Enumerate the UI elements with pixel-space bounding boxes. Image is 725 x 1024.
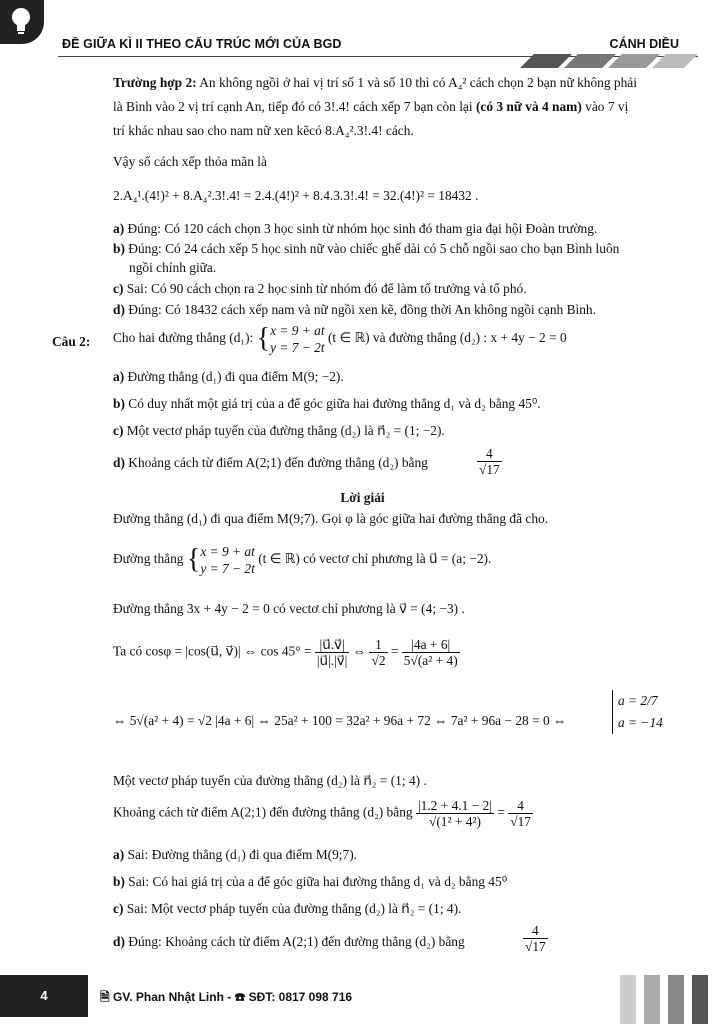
q1-answer-label: d) [113, 302, 125, 317]
q1-answer-item [113, 301, 596, 319]
sol-answer-label: c) [113, 901, 124, 916]
question-2-label: Câu 2: [52, 334, 91, 349]
sol-answer-text: Đúng: Khoảng cách từ điểm A(2;1) đến đường thẳng (d₂) bằng [128, 934, 465, 949]
solution-d-fraction: $\frac{4}{√17}$ [525, 923, 546, 954]
solution-line4: Ta có cosφ = |cos(u⃗, v⃗)| ⇔ cos 45° = $\frac{|u⃗.v⃗|}{|u⃗|.|v⃗|}$ ⇔ $\frac{1}{√2}$ = $\frac{|4a + 6|}{\text{5√(a² + 4)}}$ [113, 637, 458, 668]
case2-line2: là Bình vào 2 vị trí cạnh An, tiếp đó có 3!.4! cách xếp 7 bạn còn lại (có 3 nữ và 4 nam) vào 7 vị [113, 99, 629, 114]
sol-answer-text: Sai: Đường thẳng (d₁) đi qua điểm M(9;7). [127, 847, 358, 862]
sol-answer-text: Sai: Một vectơ pháp tuyến của đường thẳng (d₂) là n⃗₂ = (1; 4). [126, 901, 462, 916]
case2-line3: trí khác nhau sao cho nam nữ xen kẽcó 8.A₄².3!.4! cách. [113, 123, 414, 138]
q2-option-label: b) [113, 396, 125, 411]
sol-answer-item [113, 933, 465, 951]
q2-option-item [113, 395, 541, 413]
page-number: 4 [0, 975, 88, 1017]
header-title: ĐỀ GIỮA KÌ II THEO CẤU TRÚC MỚI CỦA BGD [62, 37, 342, 51]
solution-line6: Một vectơ pháp tuyến của đường thẳng (d₂) là n⃗₂ = (1; 4) . [113, 773, 427, 788]
solution-roots: a = 2/7 a = −14 [612, 690, 678, 734]
q2-option-text: Khoảng cách từ điểm A(2;1) đến đường thẳng (d₂) bằng [128, 455, 428, 470]
header-subject: CÁNH DIỀU [609, 37, 679, 51]
header-stripes [520, 54, 710, 68]
q1-answer-text: Đúng: Có 24 cách xếp 5 học sinh nữ vào chiếc ghế dài có 5 chỗ ngồi sao cho bạn Bình luôn [128, 241, 620, 256]
sol-answer-text: Sai: Có hai giá trị của a để góc giữa hai đường thẳng d₁ và d₂ bằng 45⁰ [128, 874, 508, 889]
q2-option-label: d) [113, 455, 125, 470]
sol-answer-item [113, 846, 357, 864]
q1-answer-label: c) [113, 281, 124, 296]
q1-answer-item [113, 280, 527, 298]
document-icon: 🗎 [100, 990, 110, 1004]
q2-option-text: Có duy nhất một giá trị của a để góc giữa hai đường thẳng d₁ và d₂ bằng 45⁰. [128, 396, 541, 411]
q1-answer-label: b) [113, 241, 125, 256]
q2-option-text: Đường thẳng (d₁) đi qua điểm M(9; −2). [127, 369, 344, 384]
phone-icon: ☎ [234, 990, 246, 1004]
lightbulb-icon [8, 6, 34, 36]
q2-option-text: Một vectơ pháp tuyến của đường thẳng (d₂) là n⃗₂ = (1; −2). [126, 423, 445, 438]
total-intro: Vậy số cách xếp thỏa mãn là [113, 154, 267, 169]
sol-answer-label: b) [113, 874, 125, 889]
sol-answer-item [113, 873, 507, 891]
solution-line5: ⇔ 5√(a² + 4) = √2 |4a + 6| ⇔ 25a² + 100 = 32a² + 96a + 72 ⇔ 7a² + 96a − 28 = 0 ⇔ [113, 713, 567, 728]
logo-badge [0, 0, 44, 44]
sol-answer-item [113, 900, 461, 918]
q2-option-label: a) [113, 369, 125, 384]
case2-line1: Trường hợp 2: An không ngồi ở hai vị trí số 1 và số 10 thì có A₄² cách chọn 2 bạn nữ không phải [113, 75, 637, 90]
sol-answer-label: d) [113, 934, 125, 949]
solution-line1: Đường thẳng (d₁) đi qua điểm M(9;7). Gọi φ là góc giữa hai đường thẳng đã cho. [113, 511, 549, 526]
q1-answer-text: Đúng: Có 18432 cách xếp nam và nữ ngồi xen kẽ, đồng thời An không ngồi cạnh Bình. [128, 302, 596, 317]
footer-credit: 🗎 GV. Phan Nhật Linh - ☎ SĐT: 0817 098 716 [100, 990, 353, 1004]
q2-option-item [113, 422, 445, 440]
solution-title: Lời giải [340, 490, 385, 505]
q1-answer-text: Sai: Có 90 cách chọn ra 2 học sinh từ nhóm đó để làm tổ trưởng và tổ phó. [126, 281, 527, 296]
q2-d-fraction: $\frac{4}{√17}$ [479, 446, 500, 477]
q1-answer-item [113, 220, 597, 238]
solution-line3: Đường thẳng 3x + 4y − 2 = 0 có vectơ chỉ phương là v⃗ = (4; −3) . [113, 601, 465, 616]
question-2-stem: Cho hai đường thẳng (d₁): {x = 9 + at y = 7 − 2t (t ∈ ℝ) và đường thẳng (d₂) : x + 4y − 2 = 0 [113, 323, 567, 355]
solution-line2: Đường thẳng {x = 9 + at y = 7 − 2t (t ∈ ℝ) có vectơ chỉ phương là u⃗ = (a; −2). [113, 544, 492, 576]
q1-answer-text: Đúng: Có 120 cách chọn 3 học sinh từ nhóm học sinh đó tham gia đại hội Đoàn trường. [127, 221, 598, 236]
q2-option-item [113, 454, 428, 472]
q1-answer-item [113, 240, 619, 258]
q1-answer-text: ngồi chính giữa. [129, 260, 217, 275]
q1-answer-item [129, 259, 216, 277]
total-formula: 2.A₄¹.(4!)² + 8.A₄².3!.4! = 2.4.(4!)² + 8.4.3.3!.4! = 32.(4!)² = 18432 . [113, 188, 479, 203]
q2-option-item [113, 368, 344, 386]
q2-option-label: c) [113, 423, 124, 438]
sol-answer-label: a) [113, 847, 125, 862]
footer-bars [600, 975, 725, 1024]
q1-answer-label: a) [113, 221, 125, 236]
solution-line7: Khoảng cách từ điểm A(2;1) đến đường thẳng (d₂) bằng $\frac{|1.2 + 4.1 - 2|}{\text{√(1² + 4²)}}$ = $\frac{4}{√17}$ [113, 798, 532, 829]
